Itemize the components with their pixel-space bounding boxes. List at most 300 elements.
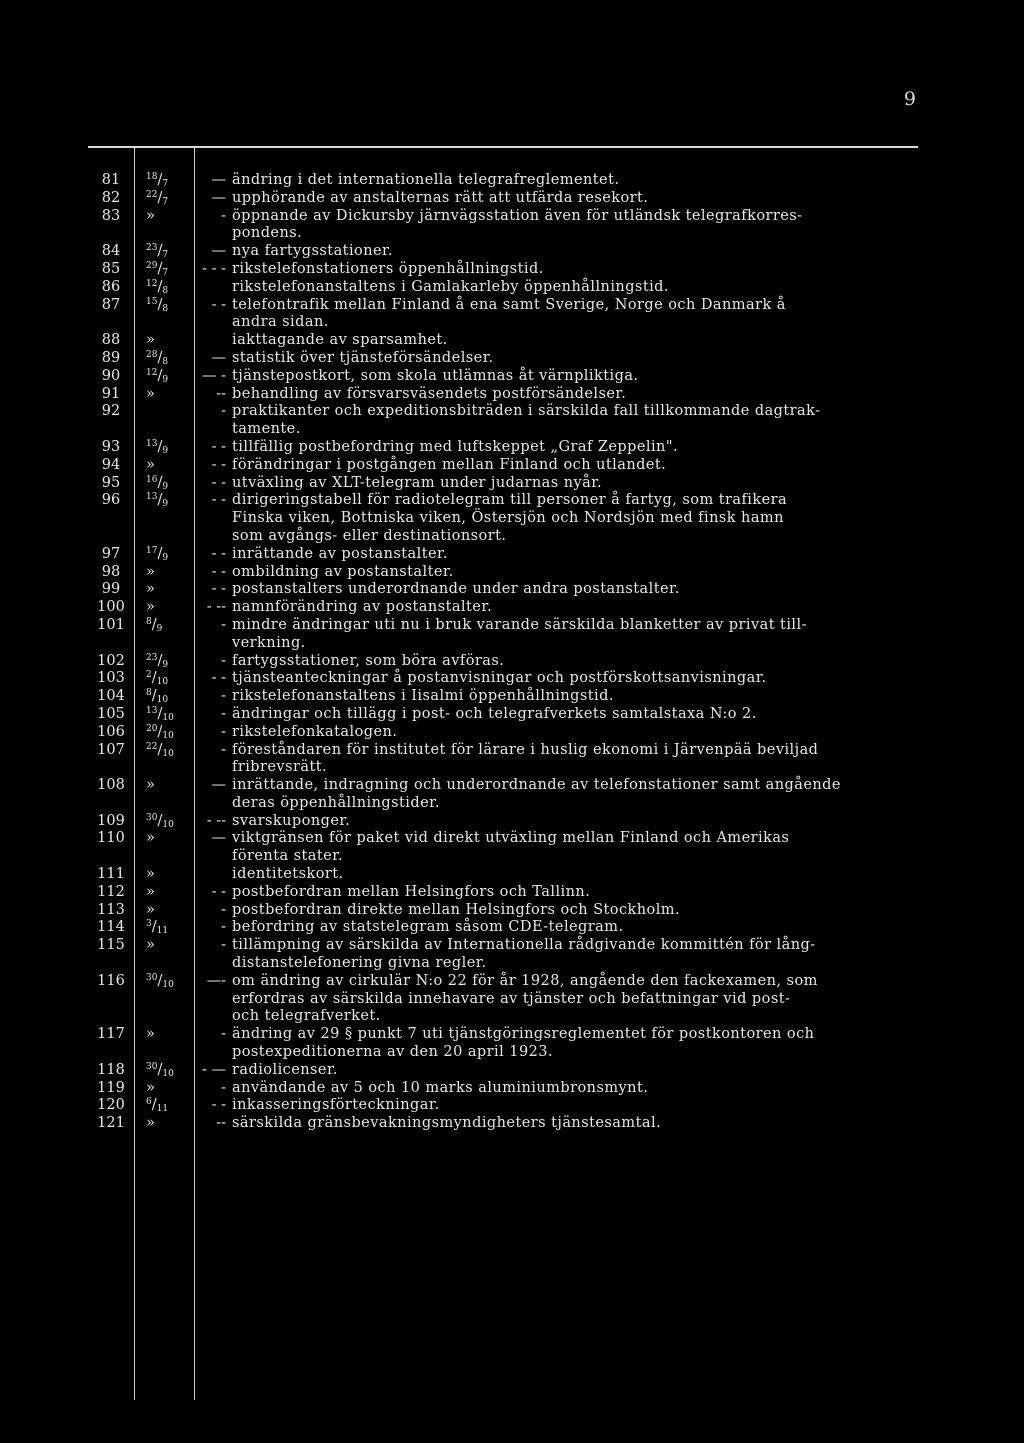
row-dash: - - [211,581,226,598]
date-day: 29 [146,260,158,271]
row-date [134,1044,194,1062]
row-number: 119 [97,1079,125,1096]
row-date: $^{20}/_{10}$ [146,723,174,741]
table-row [88,599,918,617]
row-subject: inrättande av postanstalter. [232,545,448,562]
row-dash [194,866,232,884]
row-subject: inkasseringsförteckningar. [232,1097,440,1114]
row-date [134,1008,194,1026]
row-dash: — [211,172,226,188]
table-row [88,243,918,261]
row-subject: namnförändring av postanstalter. [232,599,493,616]
row-subject: erfordras av särskilda innehavare av tjänster och befattningar vid post- [232,990,791,1007]
date-month: 10 [162,819,174,830]
date-month: 9 [162,659,169,670]
row-dash: - [221,919,226,936]
table-row [88,475,918,493]
row-dash [194,314,232,332]
row-number: 104 [97,688,125,705]
row-date: $^6/_{11}$ [146,1097,169,1115]
table-row [88,884,918,902]
row-date: $^3/_{11}$ [146,919,169,937]
row-dash: - - [211,296,226,313]
row-dash [194,991,232,1009]
row-subject: andra sidan. [232,314,329,331]
date-day: 12 [146,278,158,289]
table-row [88,1097,918,1115]
table-row [88,937,918,955]
table-row [88,777,918,795]
date-day: 22 [146,741,158,752]
date-day: 20 [146,723,158,734]
row-subject: tillämpning av särskilda av Internationella rådgivande kommittén för lång- [232,937,816,954]
row-number [88,635,134,653]
row-dash: — [211,777,226,794]
row-number: 112 [97,883,125,900]
table-row-continuation [88,795,918,813]
row-date: » [146,385,155,402]
table-row-continuation [88,848,918,866]
row-subject: iakttagande av sparsamhet. [232,332,448,349]
date-day: 12 [146,367,158,378]
row-dash [194,528,232,546]
row-subject: behandling av försvarsväsendets postförsändelser. [232,385,627,402]
row-number [88,1008,134,1026]
row-subject: rikstelefonanstaltens i Gamlakarleby öppenhållningstid. [232,278,669,295]
row-number: 115 [97,937,125,954]
table-row [88,457,918,475]
date-day: 17 [146,545,158,556]
row-subject: postanstalters underordnande under andra postanstalter. [232,581,680,598]
row-number: 103 [97,670,125,687]
row-number: 95 [101,474,121,491]
row-number: 98 [101,563,121,580]
row-date: » [146,563,155,580]
row-date: » [146,581,155,598]
row-number [88,848,134,866]
table-row [88,670,918,688]
date-month: 11 [156,1104,169,1115]
row-subject: rikstelefonstationers öppenhållningstid. [232,260,544,277]
row-number [88,314,134,332]
row-date: » [146,1079,155,1096]
row-dash: - [221,1079,226,1096]
row-number: 92 [101,403,121,420]
row-subject: förändringar i postgången mellan Finland och utlandet. [232,456,667,473]
row-date: $^{30}/_{10}$ [146,812,174,830]
row-subject: telefontrafik mellan Finland å ena samt Sverige, Norge och Danmark å [232,296,786,313]
row-dash: - - [211,1097,226,1114]
row-subject: tjänsteanteckningar å postanvisningar och postförskottsanvisningar. [232,670,767,687]
row-subject: praktikanter och expeditionsbiträden i särskilda fall tillkommande dagtrak- [232,403,821,420]
table-row [88,350,918,368]
table-row-continuation [88,510,918,528]
table-row-continuation [88,1008,918,1026]
row-dash: — [211,189,226,206]
row-subject: identitetskort. [232,866,344,883]
row-date: $^{18}/_7$ [146,172,169,189]
row-date [134,528,194,546]
row-date: » [146,599,155,616]
row-date: $^{23}/_7$ [146,243,169,261]
row-number: 111 [97,866,125,883]
row-subject: verkning. [232,634,306,651]
row-dash: —- [206,972,226,989]
row-number: 94 [101,456,121,473]
row-dash: - - [211,563,226,580]
row-dash: - [221,1026,226,1043]
row-subject: deras öppenhållningstider. [232,794,440,811]
row-subject: postbefordran mellan Helsingfors och Tallinn. [232,883,591,900]
row-number: 114 [97,919,125,936]
row-date [134,955,194,973]
row-subject: ombildning av postanstalter. [232,563,454,580]
row-subject: öppnande av Dickursby järnvägsstation även för utländsk telegrafkorres- [232,207,803,224]
row-number: 89 [101,349,121,366]
row-number: 113 [97,901,125,918]
date-day: 13 [146,438,158,449]
row-number: 106 [97,723,125,740]
row-number [88,528,134,546]
row-number: 82 [101,189,121,206]
row-number [88,795,134,813]
table-row [88,813,918,831]
row-dash: - -- [206,599,226,616]
row-subject: inrättande, indragning och underordnande av telefonstationer samt angående [232,777,841,794]
table-row-continuation [88,225,918,243]
row-subject: förenta stater. [232,848,344,865]
table-row [88,261,918,279]
row-number: 120 [97,1097,125,1114]
date-day: 8 [146,688,152,699]
date-month: 8 [162,285,169,296]
row-dash: -- [216,1115,226,1132]
table-row [88,830,918,848]
row-dash: - [221,723,226,740]
date-month: 10 [156,677,169,688]
row-number: 90 [101,367,121,384]
date-month: 10 [162,1068,174,1079]
row-subject: nya fartygsstationer. [232,243,393,260]
row-dash: — [211,830,226,847]
row-dash: - [221,901,226,918]
row-subject: postbefordran direkte mellan Helsingfors och Stockholm. [232,901,681,918]
row-date [134,795,194,813]
top-rule [88,146,918,148]
table-row [88,919,918,937]
row-date: $^{15}/_8$ [146,296,169,314]
row-date: $^{29}/_7$ [146,260,169,278]
row-dash [194,635,232,653]
row-dash: — - [201,367,226,384]
row-dash: — [211,349,226,366]
row-dash: - - - [202,260,226,277]
row-date [134,421,194,439]
row-date: $^{30}/_{10}$ [146,1061,174,1079]
date-month: 9 [162,552,169,563]
date-day: 8 [146,616,152,627]
row-dash: - [221,705,226,722]
date-month: 9 [162,374,169,385]
row-dash: - -- [206,812,226,829]
row-number: 101 [97,616,125,633]
table-row-continuation [88,528,918,546]
row-subject: svarskuponger. [232,812,351,829]
row-date: $^8/_{10}$ [146,688,169,706]
date-month: 9 [162,481,169,492]
date-month: 7 [162,250,169,261]
row-dash [194,848,232,866]
row-dash [194,225,232,243]
row-date [134,635,194,653]
row-subject: tamente. [232,421,301,438]
date-day: 23 [146,243,158,254]
row-number: 85 [101,260,121,277]
date-day: 13 [146,492,158,503]
table-row [88,1062,918,1080]
row-date: » [146,332,155,349]
table-row-continuation [88,1044,918,1062]
row-number: 105 [97,705,125,722]
date-day: 16 [146,474,158,485]
row-dash: - [221,207,226,224]
date-day: 23 [146,652,158,663]
date-day: 3 [146,919,152,930]
table-row [88,688,918,706]
row-subject: ändringar och tillägg i post- och telegrafverkets samtalstaxa N:o 2. [232,705,757,722]
row-dash: - - [211,670,226,687]
date-day: 2 [146,670,152,681]
row-number: 110 [97,830,125,847]
row-dash: - [221,616,226,633]
row-dash: - - [211,474,226,491]
circular-list [88,172,918,1133]
table-row [88,546,918,564]
row-dash [194,332,232,350]
table-row-continuation [88,991,918,1009]
row-subject: distanstelefonering givna regler. [232,955,487,972]
date-day: 22 [146,189,158,200]
row-dash [194,955,232,973]
table-row [88,190,918,208]
row-number: 116 [97,972,125,989]
row-date: $^2/_{10}$ [146,670,169,688]
row-date: $^{13}/_9$ [146,438,169,456]
row-number: 117 [97,1026,125,1043]
row-date [134,991,194,1009]
row-subject: och telegrafverket. [232,1008,381,1025]
table-row [88,866,918,884]
table-row [88,1026,918,1044]
table-row [88,706,918,724]
row-dash: - - [211,883,226,900]
date-month: 7 [162,267,169,278]
table-row-continuation [88,955,918,973]
row-dash: -- [216,385,226,402]
date-day: 30 [146,972,158,983]
date-month: 9 [162,499,169,510]
row-date: » [146,456,155,473]
table-row [88,332,918,350]
date-month: 7 [162,196,169,207]
row-date: » [146,937,155,954]
row-number: 97 [101,545,121,562]
row-number [88,225,134,243]
table-row [88,297,918,315]
row-date: » [146,901,155,918]
date-month: 9 [156,623,163,634]
row-dash: - [221,937,226,954]
date-day: 15 [146,296,158,307]
row-dash [194,279,232,297]
date-month: 10 [156,695,169,706]
table-row-continuation [88,635,918,653]
table-row [88,617,918,635]
table-row [88,581,918,599]
row-number: 107 [97,741,125,758]
date-day: 30 [146,1061,158,1072]
row-number: 91 [101,385,121,402]
row-subject: fribrevsrätt. [232,759,328,776]
row-date: $^{16}/_9$ [146,474,169,492]
row-date: $^{12}/_8$ [146,278,169,296]
table-row [88,653,918,671]
table-row-continuation [88,759,918,777]
table-row [88,564,918,582]
row-dash [194,795,232,813]
date-month: 11 [156,926,169,937]
row-dash: - [221,688,226,705]
date-month: 10 [162,748,174,759]
page-number: 9 [903,88,916,110]
row-date: » [146,830,155,847]
row-date [134,225,194,243]
row-dash [194,510,232,528]
row-dash: - [221,652,226,669]
row-date: » [146,866,155,883]
row-subject: radiolicenser. [232,1061,338,1078]
table-row [88,902,918,920]
row-dash: — [211,243,226,260]
row-date [134,759,194,777]
row-number [88,991,134,1009]
row-subject: särskilda gränsbevakningsmyndigheters tjänstesamtal. [232,1115,662,1132]
row-dash [194,1044,232,1062]
row-subject: rikstelefonkatalogen. [232,723,398,740]
row-subject: som avgångs- eller destinationsort. [232,527,507,544]
row-number: 102 [97,652,125,669]
row-date: $^{17}/_9$ [146,545,169,563]
row-subject: viktgränsen för paket vid direkt utväxling mellan Finland och Amerikas [232,830,790,847]
table-row [88,1115,918,1133]
row-dash: - - [211,438,226,455]
row-subject: mindre ändringar uti nu i bruk varande särskilda blanketter av privat till- [232,616,807,633]
date-month: 7 [162,179,169,189]
date-month: 9 [162,445,169,456]
row-date: $^{13}/_9$ [146,492,169,510]
row-date [134,510,194,528]
date-month: 8 [162,356,169,367]
row-number: 81 [101,172,121,188]
row-subject: Finska viken, Bottniska viken, Östersjön och Nordsjön med finsk hamn [232,510,784,527]
row-subject: ändring av 29 § punkt 7 uti tjänstgöringsreglementet för postkontoren och [232,1026,815,1043]
row-subject: pondens. [232,225,303,242]
row-dash [194,421,232,439]
table-row [88,742,918,760]
row-number: 86 [101,278,121,295]
row-subject: tjänstepostkort, som skola utlämnas åt värnpliktiga. [232,367,639,384]
row-subject: om ändring av cirkulär N:o 22 för år 1928, angående den fackexamen, som [232,972,818,989]
row-date: $^{23}/_9$ [146,652,169,670]
row-date: » [146,207,155,224]
row-date: » [146,1115,155,1132]
row-number: 109 [97,812,125,829]
row-dash: - - [211,492,226,509]
table-row-continuation [88,421,918,439]
table-row [88,492,918,510]
row-number: 87 [101,296,121,313]
row-number [88,955,134,973]
date-day: 30 [146,812,158,823]
row-date: » [146,777,155,794]
row-number: 99 [101,581,121,598]
row-date [134,314,194,332]
row-number: 83 [101,207,121,224]
row-date: $^{12}/_9$ [146,367,169,385]
row-subject: rikstelefonanstaltens i Iisalmi öppenhållningstid. [232,688,614,705]
row-subject: postexpeditionerna av den 20 april 1923. [232,1044,554,1061]
row-dash: - [221,741,226,758]
table-row [88,208,918,226]
row-dash [194,759,232,777]
row-number [88,510,134,528]
row-dash: - [221,403,226,420]
row-number: 88 [101,332,121,349]
row-date: $^{13}/_{10}$ [146,705,174,723]
row-date [134,848,194,866]
row-dash: - — [201,1061,226,1078]
date-day: 6 [146,1097,152,1108]
table-row [88,1080,918,1098]
row-subject: ändring i det internationella telegrafreglementet. [232,172,620,188]
row-subject: upphörande av anstalternas rätt att utfärda resekort. [232,189,649,206]
row-subject: befordring av statstelegram såsom CDE-telegram. [232,919,624,936]
table-row [88,368,918,386]
row-number [88,421,134,439]
row-number: 96 [101,492,121,509]
row-number: 121 [97,1115,125,1132]
row-subject: utväxling av XLT-telegram under judarnas nyår. [232,474,603,491]
date-day: 28 [146,349,158,360]
row-date: » [146,1026,155,1043]
date-day: 13 [146,705,158,716]
table-row [88,386,918,404]
row-number: 93 [101,438,121,455]
row-subject: föreståndaren för institutet för lärare i huslig ekonomi i Järvenpää beviljad [232,741,819,758]
date-month: 8 [162,303,169,314]
table-row-continuation [88,314,918,332]
row-subject: dirigeringstabell för radiotelegram till personer å fartyg, som trafikera [232,492,788,509]
row-number: 108 [97,777,125,794]
table-row [88,403,918,421]
date-month: 10 [162,712,174,723]
row-subject: tillfällig postbefordring med luftskeppet „Graf Zeppelin". [232,438,679,455]
row-number: 100 [97,599,125,616]
table-row [88,973,918,991]
table-row [88,724,918,742]
row-date: » [146,883,155,900]
date-month: 10 [162,730,174,741]
